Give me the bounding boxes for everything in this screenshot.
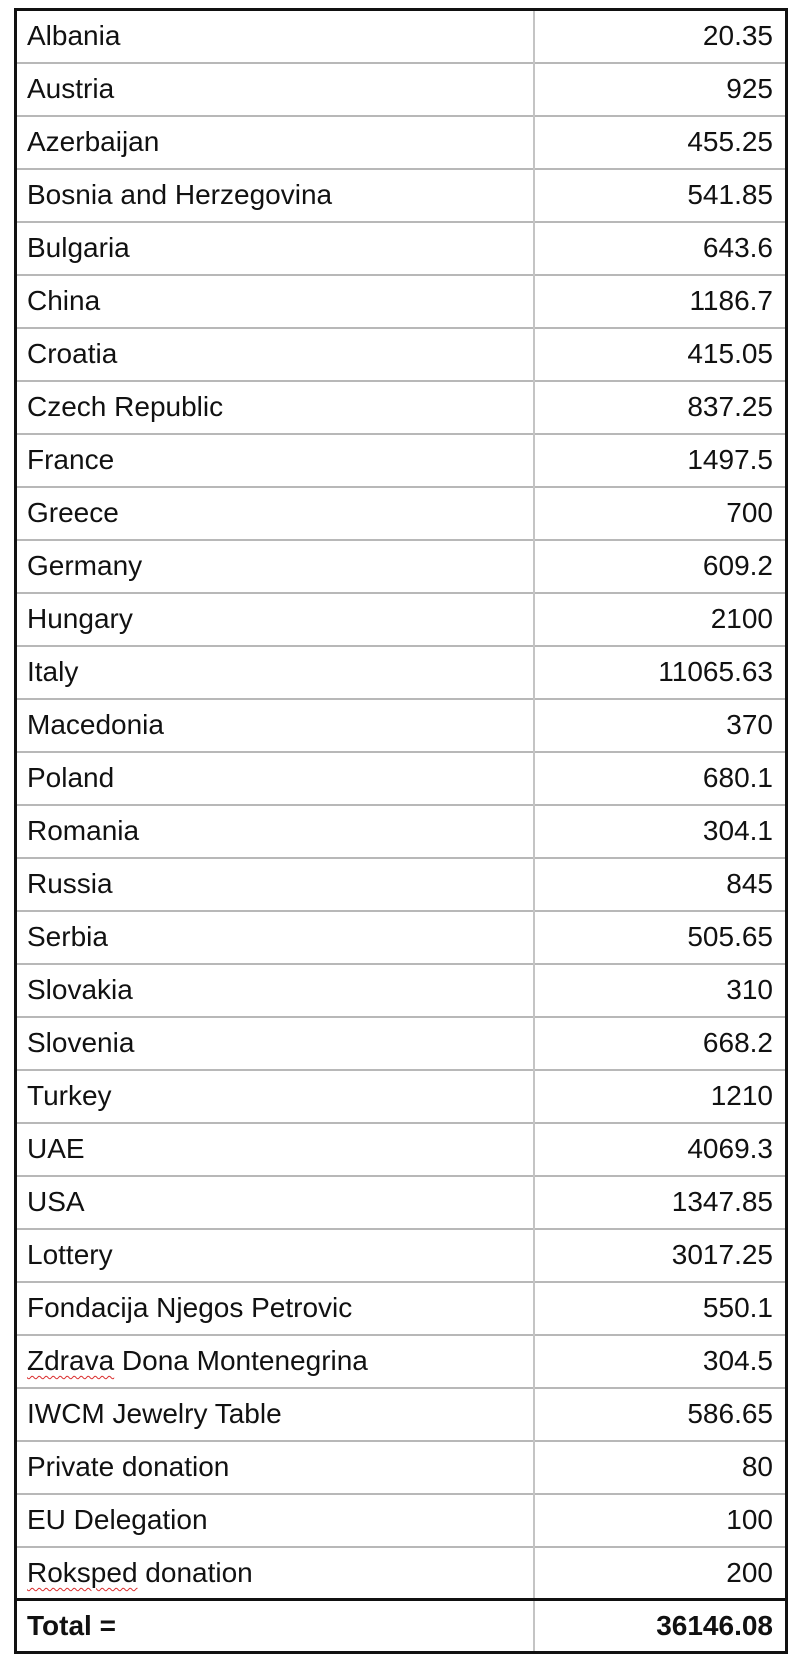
table-row <box>16 222 787 275</box>
table-row <box>16 1388 787 1441</box>
row-label-cell[interactable] <box>16 1547 534 1600</box>
row-label-cell[interactable]: Albania <box>16 10 534 63</box>
row-value-cell[interactable]: 643.6 <box>534 222 787 275</box>
table-row <box>16 752 787 805</box>
table-row <box>16 699 787 752</box>
row-label-cell[interactable]: Azerbaijan <box>16 116 534 169</box>
row-label-cell[interactable]: Turkey <box>16 1070 534 1123</box>
spellcheck-word: Zdrava <box>27 1345 115 1376</box>
row-label-cell[interactable]: Austria <box>16 63 534 116</box>
table-row <box>16 540 787 593</box>
table-row <box>16 63 787 116</box>
row-value-cell[interactable]: 609.2 <box>534 540 787 593</box>
row-label-cell[interactable]: Romania <box>16 805 534 858</box>
row-label-cell[interactable]: Hungary <box>16 593 534 646</box>
row-value-cell[interactable]: 2100 <box>534 593 787 646</box>
row-label-cell[interactable]: China <box>16 275 534 328</box>
table-row <box>16 1070 787 1123</box>
table-row <box>16 434 787 487</box>
row-label-cell[interactable]: Lottery <box>16 1229 534 1282</box>
row-value-cell[interactable]: 1210 <box>534 1070 787 1123</box>
row-value-cell[interactable]: 11065.63 <box>534 646 787 699</box>
table-row <box>16 1547 787 1600</box>
row-label-cell[interactable]: IWCM Jewelry Table <box>16 1388 534 1441</box>
spellcheck-word: Roksped <box>27 1556 138 1588</box>
row-value-cell[interactable]: 700 <box>534 487 787 540</box>
table-row <box>16 1282 787 1335</box>
total-value-cell[interactable]: 36146.08 <box>534 1600 787 1653</box>
row-label-cell[interactable]: Bulgaria <box>16 222 534 275</box>
row-value-cell[interactable]: 200 <box>534 1547 787 1600</box>
table-row <box>16 1176 787 1229</box>
table-row <box>16 805 787 858</box>
row-value-cell[interactable]: 1497.5 <box>534 434 787 487</box>
table-row <box>16 1229 787 1282</box>
row-label-rest: donation <box>137 1556 253 1588</box>
table-row <box>16 1123 787 1176</box>
row-value-cell[interactable]: 80 <box>534 1441 787 1494</box>
row-label-cell[interactable]: UAE <box>16 1123 534 1176</box>
row-label-cell[interactable]: France <box>16 434 534 487</box>
table-row <box>16 1494 787 1547</box>
row-label-cell[interactable]: Italy <box>16 646 534 699</box>
row-value-cell[interactable]: 925 <box>534 63 787 116</box>
table-row <box>16 646 787 699</box>
row-value-cell[interactable]: 837.25 <box>534 381 787 434</box>
table-row <box>16 1441 787 1494</box>
row-label-cell[interactable]: Czech Republic <box>16 381 534 434</box>
table-row <box>16 858 787 911</box>
donations-table <box>14 8 788 1654</box>
row-label-cell[interactable]: Slovakia <box>16 964 534 1017</box>
row-value-cell[interactable]: 680.1 <box>534 752 787 805</box>
row-label-cell[interactable]: Fondacija Njegos Petrovic <box>16 1282 534 1335</box>
table-row <box>16 10 787 63</box>
table-row <box>16 1017 787 1070</box>
table-row <box>16 328 787 381</box>
table-row <box>16 487 787 540</box>
row-label-cell[interactable]: Poland <box>16 752 534 805</box>
row-value-cell[interactable]: 1347.85 <box>534 1176 787 1229</box>
row-label-cell[interactable]: Serbia <box>16 911 534 964</box>
row-label-cell[interactable]: Russia <box>16 858 534 911</box>
row-label-cell[interactable]: Slovenia <box>16 1017 534 1070</box>
row-value-cell[interactable]: 668.2 <box>534 1017 787 1070</box>
row-label-rest: Dona Montenegrina <box>114 1345 368 1376</box>
row-value-cell[interactable]: 541.85 <box>534 169 787 222</box>
table-row <box>16 116 787 169</box>
row-value-cell[interactable]: 20.35 <box>702 20 773 52</box>
row-label-cell[interactable]: EU Delegation <box>16 1494 534 1547</box>
row-value-cell[interactable]: 304.1 <box>534 805 787 858</box>
row-label-cell[interactable]: Macedonia <box>16 699 534 752</box>
row-value-cell[interactable]: 415.05 <box>534 328 787 381</box>
table-row <box>16 911 787 964</box>
row-value-cell[interactable]: 1186.7 <box>534 275 787 328</box>
row-value-cell[interactable]: 4069.3 <box>534 1123 787 1176</box>
row-value-cell[interactable]: 505.65 <box>534 911 787 964</box>
row-label-cell[interactable]: Croatia <box>16 328 534 381</box>
total-label-cell[interactable]: Total = <box>16 1600 534 1653</box>
table-row <box>16 593 787 646</box>
row-label-cell[interactable] <box>16 1335 534 1388</box>
row-label-cell[interactable]: Private donation <box>16 1441 534 1494</box>
total-row <box>16 1600 787 1653</box>
table-row <box>16 1335 787 1388</box>
row-label-cell[interactable]: Bosnia and Herzegovina <box>16 169 534 222</box>
row-label-cell[interactable]: Germany <box>16 540 534 593</box>
row-value-cell[interactable]: 100 <box>534 1494 787 1547</box>
row-label-cell[interactable]: USA <box>16 1176 534 1229</box>
table-row <box>16 964 787 1017</box>
row-value-cell[interactable]: 3017.25 <box>534 1229 787 1282</box>
row-value-cell[interactable]: 845 <box>534 858 787 911</box>
table-row <box>16 275 787 328</box>
row-value-cell[interactable]: 370 <box>534 699 787 752</box>
table-row <box>16 381 787 434</box>
row-value-cell[interactable]: 304.5 <box>534 1335 787 1388</box>
row-value-cell[interactable]: 455.25 <box>534 116 787 169</box>
table-row <box>16 169 787 222</box>
row-value-cell[interactable]: 586.65 <box>534 1388 787 1441</box>
row-label-cell[interactable]: Greece <box>16 487 534 540</box>
row-value-cell[interactable]: 550.1 <box>534 1282 787 1335</box>
table-body <box>16 10 787 1653</box>
row-value-cell[interactable]: 310 <box>534 964 787 1017</box>
